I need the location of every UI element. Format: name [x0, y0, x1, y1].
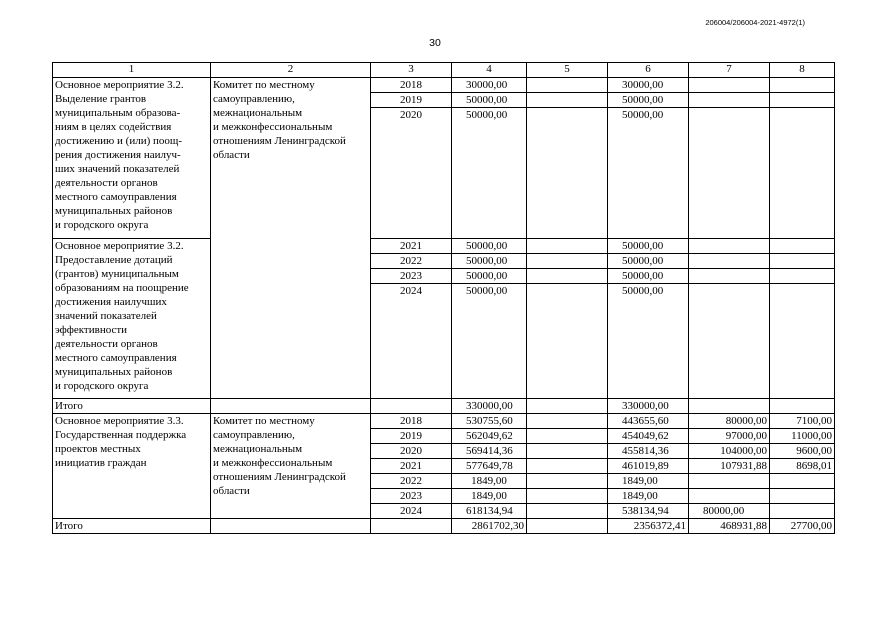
- total-amount: 468931,88: [689, 519, 770, 534]
- total-row: [53, 399, 835, 414]
- executor-line: отношениям Ленинградской: [213, 135, 346, 147]
- program-table: [52, 62, 835, 534]
- year-cell: 2019: [371, 429, 452, 444]
- activity-line: Основное мероприятие 3.2.: [55, 79, 184, 91]
- empty-cell: [770, 399, 835, 414]
- activity-line: муниципальных районов: [55, 366, 173, 378]
- year-cell: 2019: [371, 93, 452, 108]
- amount-cell: 50000,00: [452, 239, 527, 254]
- activity-line: проектов местных: [55, 443, 141, 455]
- empty-cell: [689, 284, 770, 399]
- executor-line: отношениям Ленинградской: [213, 471, 346, 483]
- empty-cell: [689, 399, 770, 414]
- empty-cell: [527, 504, 608, 519]
- year-cell: 2021: [371, 459, 452, 474]
- amount-cell: 7100,00: [770, 414, 835, 429]
- amount-cell: [689, 489, 770, 504]
- amount-cell: 50000,00: [608, 284, 689, 399]
- executor-line: и межконфессиональным: [213, 121, 333, 133]
- activity-name-cell: [53, 239, 211, 399]
- year-cell: 2023: [371, 489, 452, 504]
- year-cell: 2021: [371, 239, 452, 254]
- amount-cell: 30000,00: [608, 78, 689, 93]
- amount-cell: 1849,00: [452, 489, 527, 504]
- amount-cell: [689, 474, 770, 489]
- empty-cell: [689, 93, 770, 108]
- executor-line: и межконфессиональным: [213, 457, 333, 469]
- empty-cell: [689, 239, 770, 254]
- amount-cell: 104000,00: [689, 444, 770, 459]
- empty-cell: [770, 284, 835, 399]
- total-amount: 330000,00: [608, 399, 689, 414]
- activity-line: эффективности: [55, 324, 128, 336]
- amount-cell: [770, 474, 835, 489]
- activity-line: деятельности органов: [55, 338, 158, 350]
- year-cell: 2020: [371, 444, 452, 459]
- amount-cell: 562049,62: [452, 429, 527, 444]
- empty-cell: [527, 239, 608, 254]
- activity-line: Государственная поддержка: [55, 429, 187, 441]
- empty-cell: [211, 399, 371, 414]
- total-amount: 2356372,41: [608, 519, 689, 534]
- activity-line: значений показателей: [55, 310, 157, 322]
- empty-cell: [527, 78, 608, 93]
- amount-cell: 97000,00: [689, 429, 770, 444]
- activity-line: Выделение грантов: [55, 93, 147, 105]
- executor-line: межнациональным: [213, 443, 303, 455]
- table-row: [53, 239, 835, 254]
- empty-cell: [770, 93, 835, 108]
- activity-line: Основное мероприятие 3.2.: [55, 240, 184, 252]
- year-cell: 2022: [371, 474, 452, 489]
- empty-cell: [527, 429, 608, 444]
- amount-cell: 1849,00: [608, 489, 689, 504]
- year-cell: 2023: [371, 269, 452, 284]
- empty-cell: [527, 459, 608, 474]
- column-header: 8: [770, 63, 835, 78]
- activity-line: ших значений показателей: [55, 163, 180, 175]
- activity-line: муниципальных районов: [55, 205, 173, 217]
- year-cell: 2024: [371, 284, 452, 399]
- total-amount: 330000,00: [452, 399, 527, 414]
- activity-line: и городского округа: [55, 219, 149, 231]
- activity-line: достижения наилучших: [55, 296, 167, 308]
- empty-cell: [527, 284, 608, 399]
- amount-cell: 50000,00: [608, 239, 689, 254]
- empty-cell: [527, 444, 608, 459]
- amount-cell: 11000,00: [770, 429, 835, 444]
- empty-cell: [527, 93, 608, 108]
- activity-line: местного самоуправления: [55, 191, 177, 203]
- activity-line: достижению и (или) поощ-: [55, 135, 183, 147]
- activity-line: деятельности органов: [55, 177, 158, 189]
- activity-line: рения достижения наилуч-: [55, 149, 181, 161]
- executor-line: самоуправлению,: [213, 429, 295, 441]
- executor-line: области: [213, 485, 250, 497]
- total-amount: 27700,00: [770, 519, 835, 534]
- executor-line: области: [213, 149, 250, 161]
- empty-cell: [527, 489, 608, 504]
- amount-cell: 50000,00: [452, 269, 527, 284]
- activity-line: местного самоуправления: [55, 352, 177, 364]
- empty-cell: [770, 269, 835, 284]
- year-cell: 2020: [371, 108, 452, 239]
- table-row: [53, 414, 835, 429]
- empty-cell: [371, 519, 452, 534]
- table-row: [53, 78, 835, 93]
- empty-cell: [527, 399, 608, 414]
- amount-cell: 454049,62: [608, 429, 689, 444]
- activity-name-cell: [53, 414, 211, 519]
- amount-cell: [770, 489, 835, 504]
- empty-cell: [527, 269, 608, 284]
- empty-cell: [211, 519, 371, 534]
- empty-cell: [527, 254, 608, 269]
- empty-cell: [770, 78, 835, 93]
- empty-cell: [689, 254, 770, 269]
- amount-cell: 8698,01: [770, 459, 835, 474]
- amount-cell: 107931,88: [689, 459, 770, 474]
- amount-cell: 538134,94: [608, 504, 689, 519]
- amount-cell: 50000,00: [608, 108, 689, 239]
- empty-cell: [770, 239, 835, 254]
- activity-line: муниципальным образова-: [55, 107, 181, 119]
- executor-line: межнациональным: [213, 107, 303, 119]
- executor-cell: [211, 78, 371, 399]
- year-cell: 2018: [371, 414, 452, 429]
- empty-cell: [527, 474, 608, 489]
- amount-cell: 1849,00: [452, 474, 527, 489]
- amount-cell: 1849,00: [608, 474, 689, 489]
- column-header: 6: [608, 63, 689, 78]
- year-cell: 2024: [371, 504, 452, 519]
- column-header: 1: [53, 63, 211, 78]
- empty-cell: [770, 108, 835, 239]
- activity-line: ниям в целях содействия: [55, 121, 172, 133]
- total-label: Итого: [53, 519, 211, 534]
- amount-cell: 50000,00: [608, 269, 689, 284]
- total-label: Итого: [53, 399, 211, 414]
- amount-cell: 530755,60: [452, 414, 527, 429]
- amount-cell: [770, 504, 835, 519]
- column-header: 2: [211, 63, 371, 78]
- activity-line: Основное мероприятие 3.3.: [55, 415, 184, 427]
- amount-cell: 50000,00: [608, 254, 689, 269]
- empty-cell: [770, 254, 835, 269]
- executor-line: Комитет по местному: [213, 415, 315, 427]
- activity-line: Предоставление дотаций: [55, 254, 173, 266]
- year-cell: 2018: [371, 78, 452, 93]
- page-number: 30: [429, 37, 441, 49]
- amount-cell: 50000,00: [452, 108, 527, 239]
- amount-cell: 50000,00: [452, 254, 527, 269]
- amount-cell: 9600,00: [770, 444, 835, 459]
- executor-line: самоуправлению,: [213, 93, 295, 105]
- column-header: 3: [371, 63, 452, 78]
- activity-line: инициатив граждан: [55, 457, 147, 469]
- empty-cell: [527, 414, 608, 429]
- activity-line: и городского округа: [55, 380, 149, 392]
- executor-cell: [211, 414, 371, 519]
- amount-cell: 30000,00: [452, 78, 527, 93]
- header-row: [53, 63, 835, 78]
- activity-name-cell: [53, 78, 211, 239]
- amount-cell: 455814,36: [608, 444, 689, 459]
- amount-cell: 80000,00: [689, 414, 770, 429]
- empty-cell: [689, 78, 770, 93]
- column-header: 4: [452, 63, 527, 78]
- amount-cell: 618134,94: [452, 504, 527, 519]
- amount-cell: 50000,00: [452, 93, 527, 108]
- amount-cell: 50000,00: [608, 93, 689, 108]
- total-amount: 2861702,30: [452, 519, 527, 534]
- column-header: 5: [527, 63, 608, 78]
- column-header: 7: [689, 63, 770, 78]
- activity-line: образованиям на поощрение: [55, 282, 189, 294]
- amount-cell: 80000,00: [689, 504, 770, 519]
- executor-line: Комитет по местному: [213, 79, 315, 91]
- amount-cell: 577649,78: [452, 459, 527, 474]
- document-id: 206004/206004-2021-4972(1): [705, 18, 805, 27]
- amount-cell: 461019,89: [608, 459, 689, 474]
- activity-line: (грантов) муниципальным: [55, 268, 179, 280]
- empty-cell: [689, 108, 770, 239]
- amount-cell: 443655,60: [608, 414, 689, 429]
- empty-cell: [689, 269, 770, 284]
- empty-cell: [527, 108, 608, 239]
- total-row: [53, 519, 835, 534]
- amount-cell: 50000,00: [452, 284, 527, 399]
- amount-cell: 569414,36: [452, 444, 527, 459]
- empty-cell: [527, 519, 608, 534]
- empty-cell: [371, 399, 452, 414]
- year-cell: 2022: [371, 254, 452, 269]
